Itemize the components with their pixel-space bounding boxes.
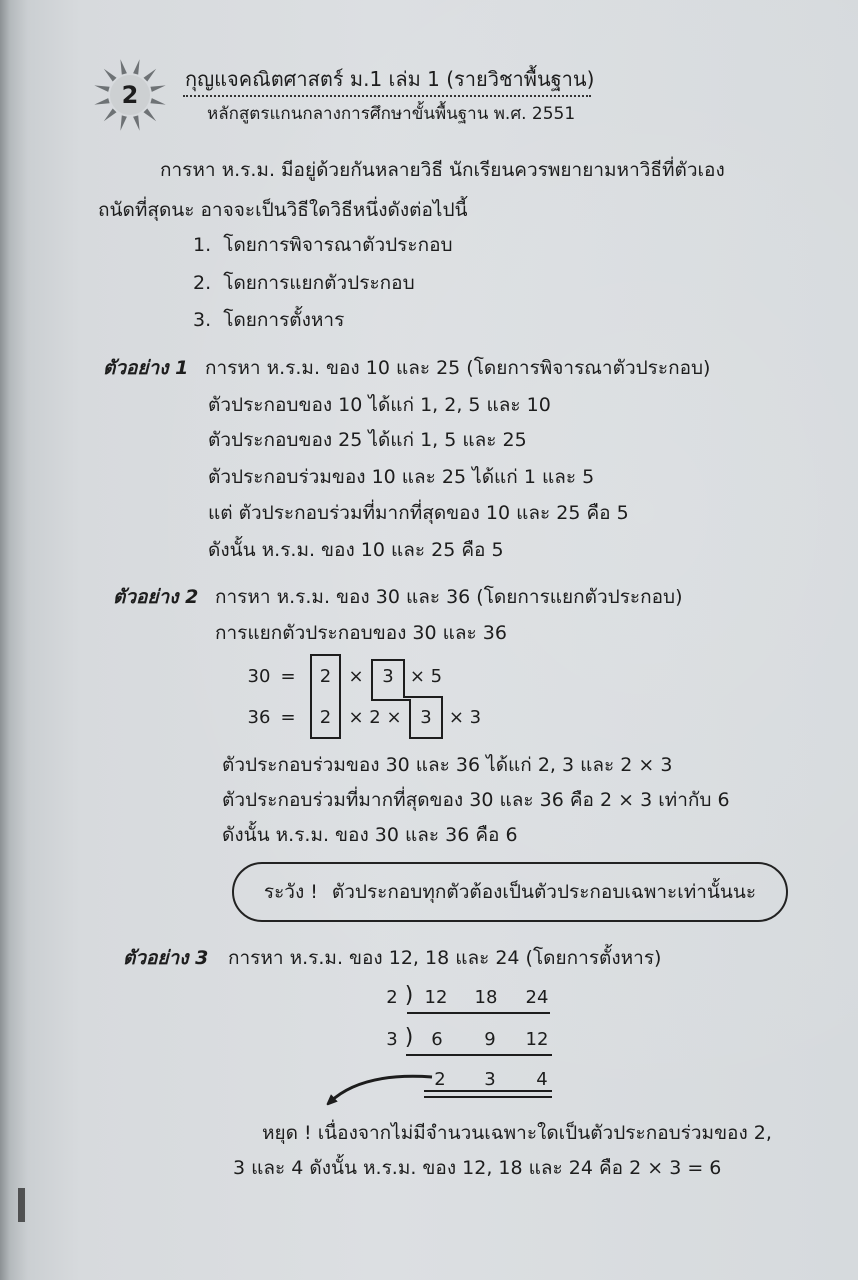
badge-ray [94, 85, 109, 92]
book-subtitle: หลักสูตรแกนกลางการศึกษาขั้นพื้นฐาน พ.ศ. 2551 [207, 104, 576, 124]
method-number: 1. [193, 234, 212, 256]
example-line: ตัวประกอบร่วมของ 10 และ 25 ได้แก่ 1 และ 5 [208, 466, 595, 488]
badge-ray [104, 109, 117, 122]
badge-ray [150, 85, 165, 92]
factor-prime: 2 [319, 707, 332, 728]
example-heading: การหา ห.ร.ม. ของ 10 และ 25 (โดยการพิจารณาตัวประกอบ) [205, 357, 711, 379]
factor-prime: 3 [420, 707, 432, 728]
equals-sign: = [280, 666, 296, 687]
example-heading: การหา ห.ร.ม. ของ 30 และ 36 (โดยการแยกตัวประกอบ) [215, 586, 683, 608]
factor-rest: × 2 × [348, 707, 402, 728]
divisor: 2 [386, 987, 398, 1008]
title-dotted-rule [183, 95, 591, 97]
example-line: ตัวประกอบของ 25 ได้แก่ 1, 5 และ 25 [208, 429, 527, 451]
factor-rest: × 5 [409, 666, 443, 687]
intro-line: ถนัดที่สุดนะ อาจจะเป็นวิธีใดวิธีหนึ่งดังต่อไปนี้ [98, 199, 468, 221]
factor-rest: × 3 [448, 707, 482, 728]
factor-prime: 3 [382, 666, 394, 687]
example-line: แต่ ตัวประกอบร่วมที่มากที่สุดของ 10 และ 25 คือ 5 [208, 502, 629, 524]
binding-shadow [18, 1188, 25, 1222]
quotient: 9 [484, 1029, 496, 1050]
page-number: 2 [121, 81, 139, 109]
warning-label: ระวัง ! [263, 881, 318, 903]
badge-ray [133, 59, 140, 74]
method-text: โดยการแยกตัวประกอบ [223, 272, 415, 294]
division-bracket: ) [404, 983, 414, 1008]
badge-ray [120, 115, 127, 130]
example-line: ดังนั้น ห.ร.ม. ของ 30 และ 36 คือ 6 [222, 824, 518, 846]
quotient: 12 [525, 1029, 549, 1050]
badge-ray [150, 98, 165, 105]
method-text: โดยการตั้งหาร [223, 309, 345, 331]
times-sign: × [348, 666, 364, 687]
example-line: การแยกตัวประกอบของ 30 และ 36 [215, 622, 507, 644]
badge-ray [144, 69, 157, 82]
method-number: 2. [193, 272, 212, 294]
method-item [193, 230, 453, 260]
warning-text: ตัวประกอบทุกตัวต้องเป็นตัวประกอบเฉพาะเท่านั้นนะ [331, 881, 757, 903]
final-quotient: 2 [434, 1069, 446, 1090]
factor-prime: 2 [319, 666, 332, 687]
final-quotient: 4 [536, 1069, 548, 1090]
warning-callout [232, 862, 788, 922]
method-item [193, 268, 415, 298]
example-line: ตัวประกอบร่วมที่มากที่สุดของ 30 และ 36 คือ 2 × 3 เท่ากับ 6 [222, 789, 730, 811]
divisor: 3 [386, 1029, 398, 1050]
badge-ray [133, 115, 140, 130]
factor-number: 36 [247, 707, 271, 728]
equals-sign: = [280, 707, 296, 728]
conclusion-line: 3 และ 4 ดังนั้น ห.ร.ม. ของ 12, 18 และ 24 คือ 2 × 3 = 6 [233, 1157, 722, 1179]
badge-ray [94, 98, 109, 105]
quotient: 6 [431, 1029, 443, 1050]
example-heading: การหา ห.ร.ม. ของ 12, 18 และ 24 (โดยการตั้งหาร) [228, 947, 662, 969]
dividend: 18 [474, 987, 498, 1008]
sunburst-badge-icon [88, 57, 172, 133]
final-quotient: 3 [484, 1069, 496, 1090]
example-label: ตัวอย่าง 1 [103, 357, 189, 379]
example-label: ตัวอย่าง 3 [123, 947, 209, 969]
conclusion-line: หยุด ! เนื่องจากไม่มีจำนวนเฉพาะใดเป็นตัวประกอบร่วมของ 2, [262, 1122, 772, 1144]
division-bracket: ) [404, 1025, 414, 1050]
dividend: 12 [424, 987, 448, 1008]
curved-arrow-icon [330, 1076, 432, 1102]
example-line: ตัวประกอบร่วมของ 30 และ 36 ได้แก่ 2, 3 และ 2 × 3 [222, 754, 673, 776]
badge-ray [120, 59, 127, 74]
method-text: โดยการพิจารณาตัวประกอบ [223, 234, 453, 256]
factor-number: 30 [247, 666, 271, 687]
method-number: 3. [193, 309, 212, 331]
intro-line: การหา ห.ร.ม. มีอยู่ด้วยกันหลายวิธี นักเรียนควรพยายามหาวิธีที่ตัวเอง [160, 159, 725, 181]
badge-ray [104, 69, 117, 82]
example-line: ดังนั้น ห.ร.ม. ของ 10 และ 25 คือ 5 [208, 539, 504, 561]
example-label: ตัวอย่าง 2 [113, 586, 199, 608]
book-title: กุญแจคณิตศาสตร์ ม.1 เล่ม 1 (รายวิชาพื้นฐาน) [185, 67, 595, 91]
example-line: ตัวประกอบของ 10 ได้แก่ 1, 2, 5 และ 10 [208, 394, 551, 416]
method-item [193, 305, 344, 335]
dividend: 24 [525, 987, 549, 1008]
badge-ray [144, 109, 157, 122]
